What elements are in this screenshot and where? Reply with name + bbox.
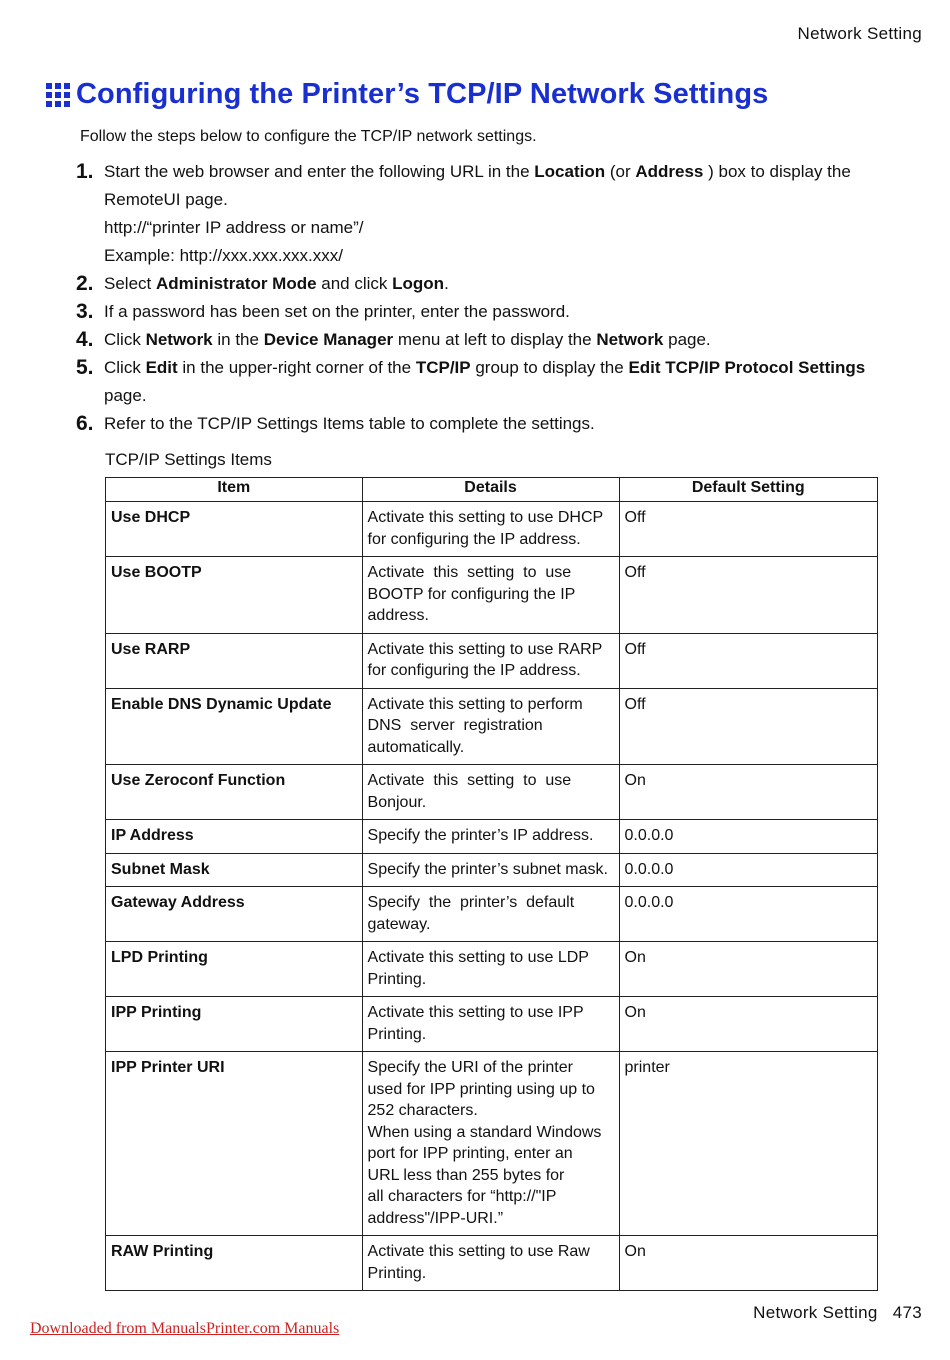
intro-text: Follow the steps below to configure the TCP/IP network settings. xyxy=(80,128,537,145)
table-row xyxy=(106,942,878,997)
step-number: 6. xyxy=(76,412,94,435)
step-number: 1. xyxy=(76,160,94,183)
details-line: DNS server registration xyxy=(367,717,543,734)
step-text xyxy=(104,410,896,438)
ui-term: Network xyxy=(145,330,213,349)
details-line: Activate this setting to use LDP xyxy=(367,949,589,966)
step-item xyxy=(76,326,896,354)
table-row xyxy=(106,633,878,688)
table-row xyxy=(106,1052,878,1236)
page-title: Configuring the Printer’s TCP/IP Network Settings xyxy=(76,78,769,110)
details-line: address"/IPP-URI.” xyxy=(367,1209,504,1227)
table-row xyxy=(106,997,878,1052)
ui-term: Location xyxy=(534,162,606,181)
setting-item: LPD Printing xyxy=(106,942,363,997)
step-text xyxy=(104,270,896,298)
step-line xyxy=(104,326,896,354)
step-text-segment: Click xyxy=(104,330,146,349)
step-number: 2. xyxy=(76,272,94,295)
footer-section: Network Setting xyxy=(753,1303,878,1322)
details-line: Activate this setting to perform xyxy=(367,695,583,713)
setting-default: On xyxy=(619,997,877,1052)
details-line: Activate this setting to use RARP xyxy=(367,640,603,658)
setting-details xyxy=(362,1052,619,1236)
ui-term: Network xyxy=(596,330,664,349)
table-row xyxy=(106,502,878,557)
details-line: Printing. xyxy=(367,970,427,988)
step-item xyxy=(76,270,896,298)
step-line xyxy=(104,158,896,214)
step-text-segment: . xyxy=(444,274,449,293)
header-details: Details xyxy=(362,478,619,502)
setting-details xyxy=(362,997,619,1052)
details-line: 252 characters. xyxy=(367,1102,478,1119)
step-line xyxy=(104,214,896,242)
grid-bullet-icon xyxy=(46,83,70,107)
step-text-segment: Select xyxy=(104,274,156,293)
step-line xyxy=(104,270,896,298)
ui-term: Logon xyxy=(392,274,445,293)
setting-details xyxy=(362,688,619,765)
setting-default: Off xyxy=(619,502,877,557)
details-line: address. xyxy=(367,607,429,624)
step-text-segment: Start the web browser and enter the following URL in the xyxy=(104,162,535,181)
setting-default: On xyxy=(619,765,877,820)
setting-default: printer xyxy=(619,1052,877,1236)
details-line: Bonjour. xyxy=(367,793,427,811)
details-line: Specify the printer’s subnet mask. xyxy=(367,860,608,878)
setting-item: IPP Printing xyxy=(106,997,363,1052)
setting-item: IP Address xyxy=(106,820,363,854)
setting-default: 0.0.0.0 xyxy=(619,820,877,854)
setting-item: RAW Printing xyxy=(106,1236,363,1291)
setting-details xyxy=(362,853,619,887)
step-item xyxy=(76,354,896,410)
setting-default: 0.0.0.0 xyxy=(619,853,877,887)
page-number: 473 xyxy=(892,1303,922,1322)
step-line xyxy=(104,298,896,326)
table-row xyxy=(106,765,878,820)
setting-item: Gateway Address xyxy=(106,887,363,942)
details-line: Activate this setting to use xyxy=(367,772,572,789)
ui-term: Device Manager xyxy=(263,330,394,349)
details-line: URL less than 255 bytes for xyxy=(367,1166,565,1184)
details-line: all characters for “http://"IP xyxy=(367,1188,557,1205)
step-text-segment: page. xyxy=(663,330,711,349)
setting-details xyxy=(362,820,619,854)
step-line xyxy=(104,242,896,270)
setting-details xyxy=(362,765,619,820)
details-line: When using a standard Windows xyxy=(367,1123,602,1141)
setting-details xyxy=(362,633,619,688)
setting-details xyxy=(362,1236,619,1291)
setting-default: 0.0.0.0 xyxy=(619,887,877,942)
settings-table xyxy=(105,477,878,1291)
details-line: automatically. xyxy=(367,738,465,756)
details-line: Activate this setting to use xyxy=(367,564,572,581)
step-text-segment: in the upper-right corner of the xyxy=(177,358,416,377)
section-title-row xyxy=(46,78,768,111)
setting-item: Enable DNS Dynamic Update xyxy=(106,688,363,765)
setting-default: On xyxy=(619,1236,877,1291)
step-text-segment: (or xyxy=(605,162,636,181)
details-line: Printing. xyxy=(367,1264,427,1282)
table-row xyxy=(106,853,878,887)
step-item xyxy=(76,158,896,270)
setting-details xyxy=(362,942,619,997)
running-header: Network Setting xyxy=(797,24,922,43)
details-line: port for IPP printing, enter an xyxy=(367,1145,573,1162)
ui-term: Administrator Mode xyxy=(155,274,317,293)
table-row xyxy=(106,688,878,765)
ui-term: Edit xyxy=(145,358,178,377)
setting-default: Off xyxy=(619,633,877,688)
setting-default: Off xyxy=(619,688,877,765)
details-line: Activate this setting to use IPP xyxy=(367,1004,584,1021)
step-text-segment: page. xyxy=(104,386,147,405)
setting-details xyxy=(362,887,619,942)
details-line: Printing. xyxy=(367,1025,427,1043)
setting-details xyxy=(362,502,619,557)
details-line: Activate this setting to use DHCP xyxy=(367,509,604,526)
step-text xyxy=(104,326,896,354)
step-text xyxy=(104,354,896,410)
step-item xyxy=(76,298,896,326)
step-line xyxy=(104,410,896,438)
setting-details xyxy=(362,557,619,634)
setting-item: Use DHCP xyxy=(106,502,363,557)
table-caption: TCP/IP Settings Items xyxy=(105,450,272,469)
setting-default: On xyxy=(619,942,877,997)
details-line: for configuring the IP address. xyxy=(367,530,581,548)
table-row xyxy=(106,557,878,634)
details-line: Specify the URI of the printer xyxy=(367,1059,573,1076)
step-text xyxy=(104,298,896,326)
setting-item: Use Zeroconf Function xyxy=(106,765,363,820)
step-text-segment: and click xyxy=(316,274,393,293)
step-line xyxy=(104,354,896,410)
setting-item: Use RARP xyxy=(106,633,363,688)
step-text-segment: Click xyxy=(104,358,146,377)
step-text-segment: If a password has been set on the printer, enter the password. xyxy=(104,302,570,321)
page-footer xyxy=(753,1303,922,1323)
step-item xyxy=(76,410,896,438)
setting-item: IPP Printer URI xyxy=(106,1052,363,1236)
ui-term: Address xyxy=(635,162,704,181)
setting-item: Subnet Mask xyxy=(106,853,363,887)
details-line: Specify the printer’s IP address. xyxy=(367,827,594,844)
step-text-segment: menu at left to display the xyxy=(393,330,597,349)
setting-default: Off xyxy=(619,557,877,634)
table-row xyxy=(106,1236,878,1291)
ui-term: TCP/IP xyxy=(415,358,471,377)
step-list xyxy=(76,158,896,438)
header-item: Item xyxy=(106,478,363,502)
table-header-row xyxy=(106,478,878,502)
details-line: Specify the printer’s default xyxy=(367,894,575,911)
step-number: 5. xyxy=(76,356,94,379)
table-row xyxy=(106,887,878,942)
details-line: BOOTP for configuring the IP xyxy=(367,585,576,603)
details-line: for configuring the IP address. xyxy=(367,662,581,679)
step-text-segment: in the xyxy=(212,330,264,349)
step-text xyxy=(104,158,896,270)
step-text-segment: Refer to the TCP/IP Settings Items table to complete the settings. xyxy=(104,414,595,433)
details-line: used for IPP printing using up to xyxy=(367,1080,595,1098)
step-number: 4. xyxy=(76,328,94,351)
ui-term: Edit TCP/IP Protocol Settings xyxy=(628,358,866,377)
step-text-segment: http://“printer IP address or name”/ xyxy=(104,218,364,237)
table-row xyxy=(106,820,878,854)
download-source-link[interactable]: Downloaded from ManualsPrinter.com Manuals xyxy=(30,1320,340,1337)
step-number: 3. xyxy=(76,300,94,323)
setting-item: Use BOOTP xyxy=(106,557,363,634)
details-line: Activate this setting to use Raw xyxy=(367,1243,590,1260)
step-text-segment: Example: http://xxx.xxx.xxx.xxx/ xyxy=(104,246,344,265)
step-text-segment: ) box to display the RemoteUI page. xyxy=(104,162,851,209)
step-text-segment: group to display the xyxy=(470,358,629,377)
details-line: gateway. xyxy=(367,915,431,933)
header-default: Default Setting xyxy=(619,478,877,502)
